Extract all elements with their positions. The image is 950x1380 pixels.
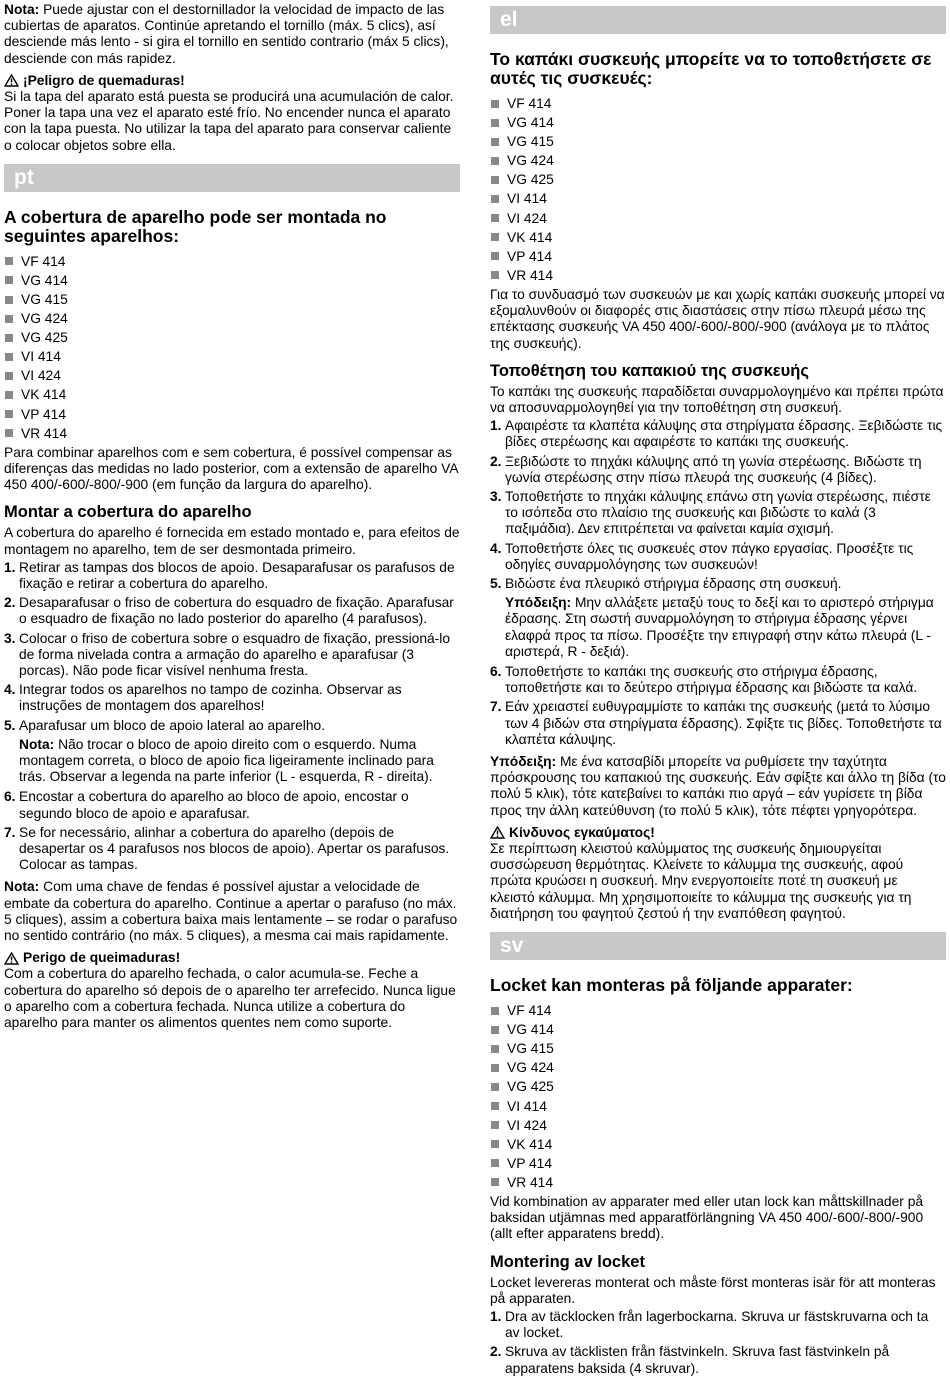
- model-item: [4, 385, 460, 404]
- square-bullet-icon: [491, 1026, 499, 1034]
- model-item: [490, 1001, 946, 1020]
- model-name: VI 424: [507, 210, 547, 226]
- sv-model-list: [490, 1001, 946, 1192]
- el-section-intro: Το καπάκι της συσκευής παραδίδεται συναρμολογημένο και πρέπει πρώτα να αποσυναρμολογηθεί για την τοποθέτηση στη συσκευή.: [490, 383, 944, 415]
- step-text: Integrar todos os aparelhos no tampo de cozinha. Observar as instruções de montagem dos aparelhos!: [19, 682, 402, 714]
- square-bullet-icon: [491, 1121, 499, 1129]
- square-bullet-icon: [5, 315, 13, 323]
- step-item: [490, 699, 946, 748]
- warning-title-text: Perigo de queimaduras!: [23, 950, 181, 966]
- square-bullet-icon: [5, 429, 13, 437]
- step-text: Ξεβιδώστε το πηχάκι κάλυψης από τη γωνία στερέωσης. Βιδώστε τη γωνία στερέωσης στην πίσω πλευρά της συσκευής (4 βίδες).: [505, 453, 922, 485]
- square-bullet-icon: [491, 1140, 499, 1148]
- step-text: Skruva av täcklisten från fästvinkeln. Skruva fast fästvinkeln på apparatens baksida (4 skruvar).: [505, 1344, 890, 1376]
- step-item: [4, 631, 460, 680]
- step-number: 3.: [4, 630, 16, 646]
- step-text: Βιδώστε ένα πλευρικό στήριγμα έδρασης στη συσκευή.: [505, 575, 842, 591]
- step-number: 7.: [490, 699, 502, 715]
- step-text: Τοποθετήστε το καπάκι της συσκευής στο στήριγμα έδρασης, τοποθετήστε και το δεύτερο στήριγμα έδρασης και βιδώστε τα καλά.: [505, 664, 918, 696]
- language-bar-el: el: [490, 6, 946, 34]
- note-text: Puede ajustar con el destornillador la velocidad de impacto de las cubiertas de aparatos. Continúe apretando el tornillo (máx. 5 clics), así desciende más lento - si gira el tornillo en sentido contrario (máx 5 clics), desciende con más rapidez.: [4, 2, 449, 66]
- left-column: [4, 2, 460, 1031]
- sv-steps-list: [490, 1309, 946, 1377]
- square-bullet-icon: [491, 119, 499, 127]
- pt-note: [4, 879, 460, 944]
- step-number: 2.: [4, 595, 16, 611]
- model-item: [490, 1135, 946, 1154]
- warning-triangle-icon: [4, 952, 19, 965]
- step-item: [490, 454, 946, 486]
- model-name: VG 424: [507, 153, 554, 169]
- model-item: [4, 405, 460, 424]
- pt-model-list: [4, 252, 460, 443]
- step-number: 6.: [490, 664, 502, 679]
- step-text: Desaparafusar o friso de cobertura do esquadro de fixação. Aparafusar o esquadro de fixação no lado posterior do aparelho (4 parafusos).: [19, 595, 454, 627]
- step-item: [4, 825, 460, 874]
- sv-section-title: Montering av locket: [490, 1252, 645, 1271]
- model-name: VG 414: [507, 1022, 554, 1038]
- model-item: [490, 1173, 946, 1192]
- model-name: VI 414: [21, 349, 61, 365]
- square-bullet-icon: [491, 1007, 499, 1015]
- model-name: VG 425: [507, 1079, 554, 1095]
- step-item: [4, 560, 460, 592]
- warning-triangle-icon: [490, 826, 505, 839]
- pt-warning-text: Com a cobertura do aparelho fechada, o calor acumula-se. Feche a cobertura do aparelho só depois de o aparelho ter arrefecido. Nunca ligue o aparelho com a cobertura fechada. Nunca utilize a cobertura do aparelho para manter os alimentos quentes nem como suporte.: [4, 966, 456, 1031]
- step-item: [490, 576, 946, 592]
- pt-steps-list: [4, 560, 460, 874]
- model-name: VG 415: [507, 134, 554, 150]
- step-number: 5.: [4, 717, 16, 733]
- step-number: 7.: [4, 824, 16, 840]
- square-bullet-icon: [491, 1064, 499, 1072]
- note-text: Με ένα κατσαβίδι μπορείτε να ρυθμίσετε την ταχύτητα πρόσκρουσης του καπακιού της συσκευής. Εάν σφίξτε και άλλο τη βίδα (το πολύ 5 κλικ), τότε κατεβαίνει το καπάκι πιο αργά – εάν γυρίσετε τη βίδα προς την άλλη κατεύθυνση (το πολύ 5 κλικ), τότε πέφτει γρηγορότερα.: [490, 754, 946, 818]
- model-item: [490, 1077, 946, 1096]
- model-name: VI 424: [507, 1117, 547, 1133]
- step-text: Αφαιρέστε τα κλαπέτα κάλυψης στα στηρίγματα έδρασης. Ξεβιδώστε τις βίδες στερέωσης και αφαιρέστε το καπάκι της συσκευής.: [505, 418, 943, 450]
- right-column: [490, 2, 946, 1380]
- square-bullet-icon: [491, 157, 499, 165]
- el-note: [490, 754, 946, 819]
- model-item: [490, 1154, 946, 1173]
- el-section-title: Τοποθέτηση του καπακιού της συσκευής: [490, 361, 809, 380]
- note-label: Υπόδειξη:: [490, 754, 557, 770]
- el-combine-text: Για το συνδυασμό των συσκευών με και χωρίς καπάκι συσκευής μπορεί να εξομαλυνθούν οι διαφορές στις διαστάσεις στην πίσω πλευρά μέσω της επέκτασης συσκευής VA 450 400/-600/-800/-900 (ανάλογα με το πλάτος της συσκευής).: [490, 286, 945, 351]
- model-name: VG 424: [507, 1060, 554, 1076]
- sv-combine-text: Vid kombination av apparater med eller utan lock kan måttskillnader på baksidan utjämnas med apparatförlängning VA 450 400/-600/-800/-900 (allt efter apparatens bredd).: [490, 1193, 924, 1242]
- square-bullet-icon: [5, 391, 13, 399]
- square-bullet-icon: [491, 1083, 499, 1091]
- note-label: Nota:: [4, 2, 40, 17]
- model-item: [4, 252, 460, 271]
- el-heading: Το καπάκι συσκευής μπορείτε να το τοποθετήσετε σε αυτές τις συσκευές:: [490, 49, 932, 88]
- square-bullet-icon: [491, 233, 499, 241]
- square-bullet-icon: [491, 214, 499, 222]
- model-name: VG 415: [21, 292, 68, 308]
- step-item: [490, 489, 946, 538]
- square-bullet-icon: [5, 276, 13, 284]
- step-number: 1.: [490, 418, 502, 434]
- sv-section-intro: Locket levereras monterat och måste först monteras isär för att monteras på apparaten.: [490, 1274, 936, 1306]
- model-item: [490, 189, 946, 208]
- es-warning-text: Si la tapa del aparato está puesta se producirá una acumulación de calor. Poner la tapa una vez el aparato esté frío. No encender nunca el aparato con la tapa puesta. No utilizar la tapa del aparato para conservar caliente o colocar objetos sobre ella.: [4, 89, 454, 153]
- square-bullet-icon: [491, 271, 499, 279]
- model-name: VF 414: [21, 253, 66, 269]
- note-label: Υπόδειξη:: [505, 595, 572, 611]
- note-text: Com uma chave de fendas é possível ajustar a velocidade de embate da cobertura do aparelho. Continue a apertar o parafuso (no máx. 5 cliques), assim a cobertura baixa mais lentamente – se rodar o parafuso no sentido contrário (no máx. 5 cliques), a mesma cai mais rapidamente.: [4, 879, 458, 944]
- step-note: [19, 737, 460, 786]
- note-text: Não trocar o bloco de apoio direito com o esquerdo. Numa montagem correta, o bloco de apoio fica ligeiramente inclinado para trás. Observar a legenda na parte inferior (L - esquerda, R - direita).: [19, 736, 434, 785]
- step-text: Retirar as tampas dos blocos de apoio. Desaparafusar os parafusos de fixação e retirar a cobertura do aparelho.: [19, 559, 455, 591]
- model-name: VR 414: [507, 1174, 554, 1190]
- step-number: 4.: [4, 682, 16, 698]
- step-number: 3.: [490, 488, 502, 504]
- model-name: VG 414: [21, 272, 68, 288]
- step-item: [4, 789, 460, 821]
- step-number: 1.: [4, 559, 16, 575]
- model-name: VI 414: [507, 1098, 547, 1114]
- model-item: [4, 328, 460, 347]
- model-name: VP 414: [507, 1155, 553, 1171]
- square-bullet-icon: [491, 176, 499, 184]
- step-number: 4.: [490, 540, 502, 556]
- model-item: [490, 151, 946, 170]
- model-name: VG 424: [21, 311, 68, 327]
- model-name: VR 414: [507, 267, 554, 283]
- model-item: [490, 132, 946, 151]
- step-item: [4, 595, 460, 627]
- square-bullet-icon: [491, 195, 499, 203]
- model-item: [490, 1058, 946, 1077]
- model-item: [4, 424, 460, 443]
- model-name: VP 414: [507, 248, 553, 264]
- model-name: VG 425: [21, 330, 68, 346]
- model-name: VK 414: [507, 229, 553, 245]
- es-warning-title: [4, 73, 460, 89]
- model-item: [490, 1020, 946, 1039]
- note-label: Nota:: [19, 736, 55, 752]
- pt-warning-title: [4, 950, 460, 966]
- step-text: Encostar a cobertura do aparelho ao bloco de apoio, encostar o segundo bloco de apoio e aparafusar.: [19, 789, 409, 821]
- model-name: VF 414: [507, 96, 552, 111]
- model-name: VG 414: [507, 115, 554, 131]
- step-text: Aparafusar um bloco de apoio lateral ao aparelho.: [19, 717, 326, 733]
- model-name: VG 415: [507, 1041, 554, 1057]
- step-text: Colocar o friso de cobertura sobre o esquadro de fixação, pressioná-lo de forma nivelada contra a armação do aparelho e aparafusar (3 porcas). Não pode ficar visível nenhuma fresta.: [19, 630, 451, 678]
- model-item: [490, 113, 946, 132]
- model-item: [490, 94, 946, 113]
- square-bullet-icon: [491, 1159, 499, 1167]
- step-item: [4, 682, 460, 714]
- square-bullet-icon: [5, 410, 13, 418]
- square-bullet-icon: [5, 334, 13, 342]
- square-bullet-icon: [5, 296, 13, 304]
- el-steps-list: [490, 418, 946, 748]
- pt-section-title: Montar a cobertura do aparelho: [4, 503, 252, 522]
- model-name: VK 414: [507, 1136, 553, 1152]
- language-bar-sv: sv: [490, 932, 946, 960]
- model-item: [490, 170, 946, 189]
- note-label: Nota:: [4, 879, 40, 895]
- model-name: VF 414: [507, 1003, 552, 1019]
- square-bullet-icon: [491, 100, 499, 108]
- model-item: [490, 247, 946, 266]
- model-name: VG 425: [507, 172, 554, 188]
- square-bullet-icon: [491, 252, 499, 260]
- model-name: VP 414: [21, 406, 67, 422]
- model-item: [4, 309, 460, 328]
- model-item: [4, 347, 460, 366]
- step-item: [4, 718, 460, 734]
- model-name: VR 414: [21, 425, 68, 441]
- model-item: [490, 1116, 946, 1135]
- pt-section-intro: A cobertura do aparelho é fornecida em estado montado e, para efeitos de montagem no aparelho, tem de ser desmontada primeiro.: [4, 525, 460, 557]
- step-number: 1.: [490, 1309, 502, 1324]
- step-number: 2.: [490, 453, 502, 469]
- square-bullet-icon: [491, 138, 499, 146]
- pt-heading: A cobertura de aparelho pode ser montada no seguintes aparelhos:: [4, 206, 387, 246]
- warning-title-text: ¡Peligro de quemaduras!: [23, 72, 185, 88]
- step-text: Τοποθετήστε όλες τις συσκευές στον πάγκο εργασίας. Προσέξτε τις οδηγίες συναρμολόγησης των συσκευών!: [505, 540, 914, 572]
- el-model-list: [490, 94, 946, 285]
- step-number: 5.: [490, 575, 502, 591]
- model-item: [4, 271, 460, 290]
- step-text: Se for necessário, alinhar a cobertura do aparelho (depois de desapertar os 4 parafusos nos blocos de apoio). Apertar os parafusos. Colocar as tampas.: [19, 824, 450, 873]
- model-name: VI 414: [507, 191, 547, 207]
- model-item: [490, 209, 946, 228]
- step-text: Dra av täcklocken från lagerbockarna. Skruva ur fästskruvarna och ta av locket.: [505, 1309, 929, 1341]
- square-bullet-icon: [491, 1102, 499, 1110]
- step-text: Τοποθετήστε το πηχάκι κάλυψης επάνω στη γωνία στερέωσης, πιέστε το ισόπεδα στο πλαίσιο της συσκευής και βιδώστε το καλά (3 παξιμάδια). Δεν επιτρέπεται να φαίνεται καμία σχισμή.: [505, 488, 931, 537]
- step-item: [490, 1344, 946, 1376]
- square-bullet-icon: [5, 257, 13, 265]
- step-item: [490, 418, 946, 450]
- warning-triangle-icon: [4, 74, 19, 87]
- model-item: [490, 1097, 946, 1116]
- step-item: [490, 541, 946, 573]
- step-item: [490, 664, 946, 696]
- el-warning-title: [490, 825, 946, 841]
- step-number: 6.: [4, 789, 16, 805]
- square-bullet-icon: [5, 372, 13, 380]
- warning-title-text: Κίνδυνος εγκαύματος!: [509, 824, 655, 840]
- sv-heading: Locket kan monteras på följande apparater:: [490, 975, 853, 996]
- model-item: [490, 228, 946, 247]
- step-text: Εάν χρειαστεί ευθυγραμμίστε το καπάκι της συσκευής (μετά το λύσιμο των 4 βιδών στα στηρίγματα έδρασης). Σφίξτε τις βίδες. Τοποθετήστε τα κλαπέτα κάλυψης.: [505, 699, 942, 747]
- el-warning-text: Σε περίπτωση κλειστού καλύμματος της συσκευής δημιουργείται συσσώρευση θερμότητας. Κλείνετε το κάλυμμα της συσκευής, αφού πρώτα κρυώσει η συσκευή. Μην ενεργοποιείτε ποτέ τη συσκευή με κλειστό κάλυμμα. Μη χρησιμοποιείτε το κάλυμμα της συσκευής για τη διατήρηση του φαγητού ζεστού ή την εναπόθεση φαγητού.: [490, 841, 912, 921]
- model-name: VI 424: [21, 368, 61, 384]
- square-bullet-icon: [491, 1178, 499, 1186]
- model-item: [490, 1039, 946, 1058]
- square-bullet-icon: [491, 1045, 499, 1053]
- model-item: [490, 266, 946, 285]
- language-bar-pt: pt: [4, 164, 460, 192]
- model-item: [4, 366, 460, 385]
- step-note: [505, 595, 946, 660]
- pt-combine-text: Para combinar aparelhos com e sem cobertura, é possível compensar as diferenças das medidas no lado posterior, com a extensão de aparelho VA 450 400/-600/-800/-900 (em função da largura do aparelho).: [4, 444, 458, 493]
- step-number: 2.: [490, 1344, 502, 1360]
- square-bullet-icon: [5, 353, 13, 361]
- model-item: [4, 290, 460, 309]
- es-note: [4, 2, 460, 67]
- note-text: Μην αλλάξετε μεταξύ τους το δεξί και το αριστερό στήριγμα έδρασης. Στη σωστή συναρμολόγηση το στήριγμα έδρασης γέρνει ελαφρά προς τα πίσω. Προσέξτε την επιγραφή στην κάτω πλευρά (L - αριστερά, R - δεξιά).: [505, 595, 934, 659]
- model-name: VK 414: [21, 387, 67, 403]
- step-item: [490, 1309, 946, 1341]
